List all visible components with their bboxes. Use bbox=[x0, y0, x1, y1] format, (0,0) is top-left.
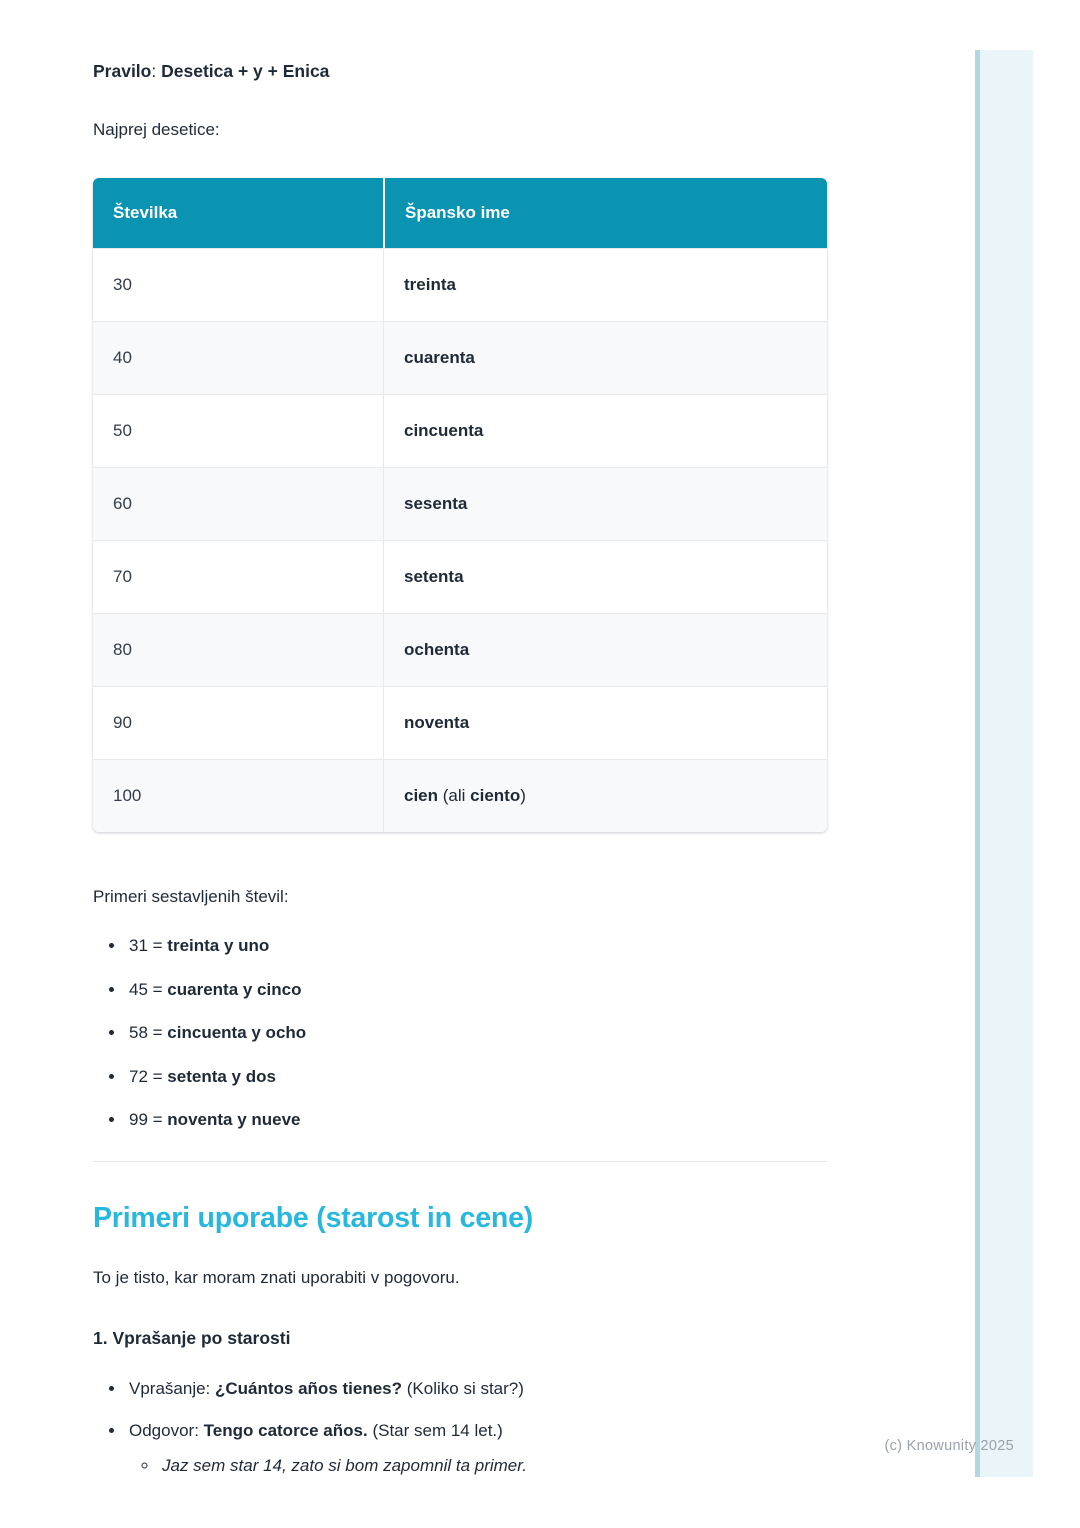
text-segment: ochenta bbox=[404, 640, 470, 659]
table-row bbox=[93, 686, 827, 759]
table-row bbox=[93, 394, 827, 467]
text-segment: 99 = bbox=[129, 1110, 168, 1129]
rule-heading bbox=[93, 59, 827, 84]
cell-spanish-name bbox=[383, 759, 827, 832]
decorative-side-strip bbox=[975, 50, 1033, 1477]
text-segment: (Star sem 14 let.) bbox=[367, 1421, 503, 1440]
text-segment: setenta y dos bbox=[167, 1066, 276, 1086]
numbers-table bbox=[93, 178, 827, 832]
table-row bbox=[93, 467, 827, 540]
text-segment: treinta y uno bbox=[167, 936, 270, 955]
text-segment: ) bbox=[520, 786, 526, 805]
table-row bbox=[93, 321, 827, 394]
cell-spanish-name bbox=[383, 467, 827, 540]
text-segment: (ali bbox=[438, 786, 471, 805]
lead-text: Najprej desetice: bbox=[93, 120, 220, 139]
text-segment: setenta bbox=[404, 567, 464, 586]
column-header-number: Številka bbox=[93, 178, 383, 248]
cell-spanish-name bbox=[383, 613, 827, 686]
qa-list-item bbox=[126, 1418, 827, 1478]
text-segment: cien bbox=[404, 786, 439, 805]
qa-sub-list bbox=[129, 1453, 827, 1478]
text-segment: 31 = bbox=[129, 936, 168, 955]
text-segment: : bbox=[151, 61, 162, 81]
text-segment: cuarenta bbox=[404, 348, 475, 367]
examples-heading: Primeri sestavljenih števil: bbox=[93, 887, 289, 906]
text-segment: Pravilo bbox=[93, 61, 152, 81]
text-segment: Vprašanje: bbox=[129, 1379, 215, 1398]
table-row bbox=[93, 248, 827, 321]
cell-number: 70 bbox=[93, 540, 383, 613]
question-answer-list bbox=[93, 1376, 827, 1478]
usage-subheading: 1. Vprašanje po starosti bbox=[93, 1328, 291, 1348]
cell-spanish-name bbox=[383, 394, 827, 467]
cell-number: 90 bbox=[93, 686, 383, 759]
qa-list-item bbox=[126, 1376, 827, 1401]
cell-spanish-name bbox=[383, 248, 827, 321]
list-item bbox=[126, 933, 827, 958]
cell-number: 60 bbox=[93, 467, 383, 540]
watermark: (c) Knowunity 2025 bbox=[884, 1438, 1014, 1454]
cell-number: 50 bbox=[93, 394, 383, 467]
table-row bbox=[93, 613, 827, 686]
text-segment: cincuenta y ocho bbox=[167, 1023, 307, 1042]
text-segment: treinta bbox=[404, 275, 456, 294]
cell-number: 40 bbox=[93, 321, 383, 394]
text-segment: Odgovor: bbox=[129, 1421, 204, 1440]
cell-spanish-name bbox=[383, 686, 827, 759]
text-segment: ciento bbox=[470, 786, 521, 805]
text-segment: 72 = bbox=[129, 1066, 168, 1086]
list-item bbox=[126, 977, 827, 1002]
numbers-table-body bbox=[93, 248, 827, 832]
usage-intro: To je tisto, kar moram znati uporabiti v pogovoru. bbox=[93, 1268, 460, 1287]
text-segment: ¿Cuántos años tienes? bbox=[215, 1379, 403, 1398]
text-segment: 58 = bbox=[129, 1023, 168, 1042]
section-divider bbox=[93, 1161, 827, 1162]
text-segment: (Koliko si star?) bbox=[402, 1379, 524, 1398]
document-content bbox=[93, 0, 827, 1495]
text-segment: Tengo catorce años. bbox=[203, 1421, 368, 1440]
cell-spanish-name bbox=[383, 321, 827, 394]
composed-numbers-list bbox=[93, 933, 827, 1132]
text-segment: noventa y nueve bbox=[167, 1110, 301, 1129]
text-segment: Jaz sem star 14, zato si bom zapomnil ta primer. bbox=[162, 1456, 528, 1475]
text-segment: Desetica + y + Enica bbox=[161, 61, 330, 81]
cell-number: 80 bbox=[93, 613, 383, 686]
text-segment: cuarenta y cinco bbox=[167, 979, 302, 999]
table-row bbox=[93, 540, 827, 613]
numbers-table-head bbox=[93, 178, 827, 248]
cell-number: 100 bbox=[93, 759, 383, 832]
list-item bbox=[126, 1107, 827, 1132]
text-segment: 45 = bbox=[129, 979, 168, 999]
usage-section-heading: Primeri uporabe (starost in cene) bbox=[93, 1202, 534, 1234]
list-item bbox=[126, 1020, 827, 1045]
table-header-row bbox=[93, 178, 827, 248]
column-header-spanish: Špansko ime bbox=[383, 178, 827, 248]
cell-spanish-name bbox=[383, 540, 827, 613]
table-row bbox=[93, 759, 827, 832]
cell-number: 30 bbox=[93, 248, 383, 321]
text-segment: noventa bbox=[404, 713, 470, 732]
text-segment: sesenta bbox=[404, 494, 468, 513]
qa-sub-item bbox=[159, 1453, 827, 1478]
list-item bbox=[126, 1064, 827, 1089]
text-segment: cincuenta bbox=[404, 421, 484, 440]
